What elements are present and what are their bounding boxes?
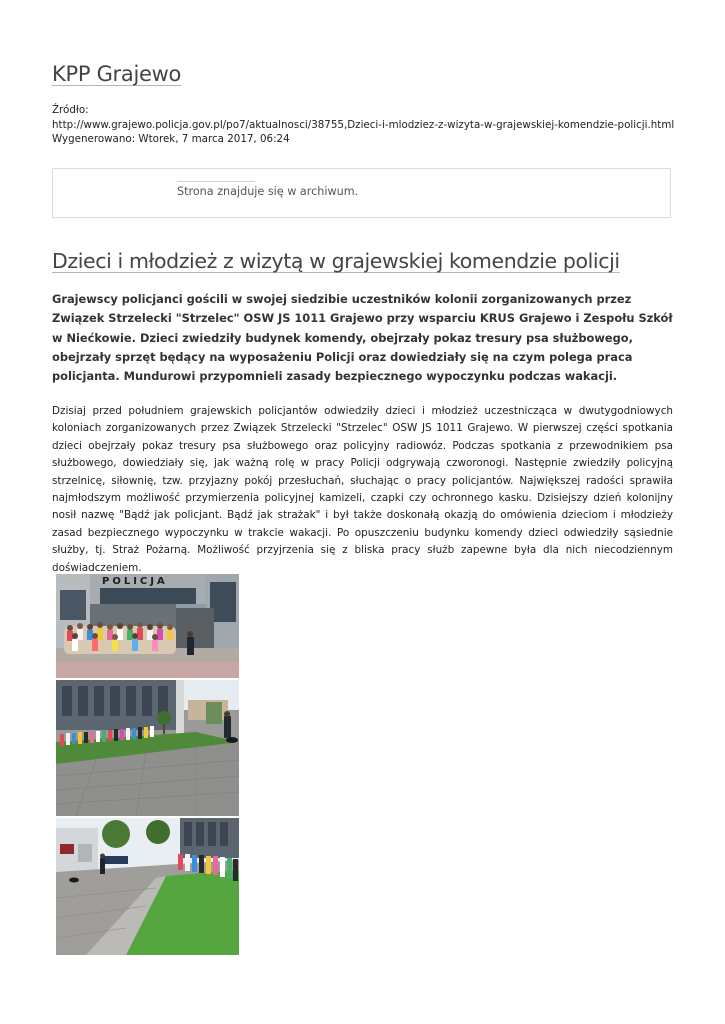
police-sign-text: POLICJA: [102, 576, 168, 587]
article-title: Dzieci i młodzież z wizytą w grajewskiej komendzie policji: [52, 249, 620, 273]
source-info: [52, 103, 692, 147]
article-lead: Grajewscy policjanci gościli w swojej siedzibie uczestników kolonii zorganizowanych przez Związek Strzelecki "Strzelec" OSW JS 1011 Grajewo przy wsparciu KRUS Grajewo i Zespołu Szkół w Niećkowie. Dzieci zwiedziły budynek komendy, obejrzały pokaz tresury psa służbowego, obejrzały sprzęt będący na wyposażeniu Policji oraz dowiedziały się na czym polega praca policjanta. Mundurowi przypomnieli zasady bezpiecznego wypoczynku podczas wakacji.: [52, 292, 673, 384]
photo-fire-station-visit[interactable]: [56, 818, 239, 955]
archive-notice: Strona znajduje się w archiwum.: [177, 185, 359, 198]
archive-divider: [177, 181, 255, 182]
source-url[interactable]: http://www.grajewo.policja.gov.pl/po7/aktualnosci/38755,Dzieci-i-mlodziez-z-wizyta-w-grajewskiej-komendzie-policji.html: [52, 118, 675, 131]
site-title: KPP Grajewo: [52, 62, 182, 86]
photo-group-police-building[interactable]: [56, 574, 239, 678]
source-label: Źródło:: [52, 104, 89, 116]
archive-notice-box: [52, 168, 671, 218]
photo-dog-training-courtyard[interactable]: [56, 680, 239, 816]
generated-date: Wygenerowano: Wtorek, 7 marca 2017, 06:24: [52, 133, 290, 145]
article-body: Dzisiaj przed południem grajewskich policjantów odwiedziły dzieci i młodzież uczestnicząca w dwutygodniowych koloniach zorganizowanych przez Związek Strzelecki "Strzelec" OSW JS 1011 Grajewo. W pierwszej części spotkania dzieci obejrzały pokaz tresury psa służbowego oraz policyjny radiowóz. Podczas spotkania z przewodnikiem psa służbowego, dowiedziały się, jak ważną rolę w pracy Policji odgrywają czworonogi. Następnie zwiedziły policyjną strzelnicę, siłownię, tzw. przyjazny pokój przesłuchań, słuchając o pracy policjantów. Największej radości sprawiła najmłodszym możliwość przymierzenia policyjnej kamizeli, czapki czy ochronnego kasku. Dzisiejszy dzień kolonijny nosił nazwę "Bądź jak policjant. Bądź jak strażak" i był także doskonałą okazją do omówienia dzieciom i młodzieży zasad bezpiecznego wypoczynku w trakcie wakacji. Po opuszczeniu budynku komendy dzieci odwiedziły sąsiednie służby, tj. Straż Pożarną. Możliwość przyjrzenia się z bliska pracy służb zapewne była dla nich niecodziennym doświadczeniem.: [52, 405, 673, 574]
